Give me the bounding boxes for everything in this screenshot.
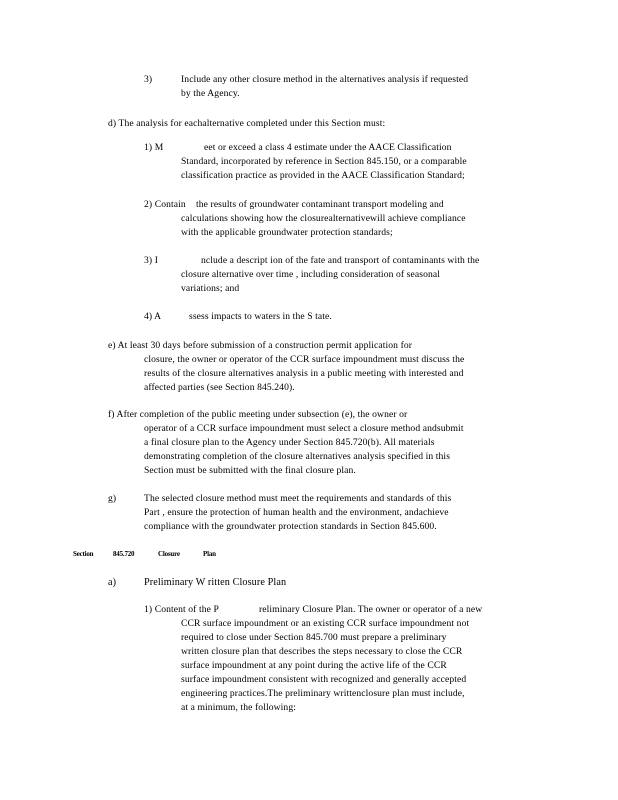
item-d1-marker: 1) M [144,142,164,153]
item-f-line-2: operator of a CCR surface impoundment must select a closure method andsubmit [144,423,464,434]
item-d4-marker: 4) A [144,311,162,322]
item-f-line-4: demonstrating completion of the closure alternatives analysis specified in this [144,451,451,462]
item-f-line-1: f) After completion of the public meeting under subsection (e), the owner or [108,409,408,420]
item-a1-line-1: CCR surface impoundment or an existing CCR surface impoundment not [181,618,470,629]
item-e-line-2: closure, the owner or operator of the CCR surface impoundment must discuss the [144,354,465,365]
section-heading-word-2: Plan [203,550,216,558]
item-a1-line-5: surface impoundment consistent with recognized and generally accepted [181,674,467,685]
item-d4-line-1: ssess impacts to waters in the S tate. [189,311,332,322]
item-d2-line-3: with the applicable groundwater protection standards; [181,227,393,238]
section-heading-label: Section [73,550,94,558]
item-3-line-1: Include any other closure method in the alternatives analysis if requested [181,74,469,85]
item-g-line-3: compliance with the groundwater protection standards in Section 845.600. [144,521,437,532]
item-d3-line-3: variations; and [181,283,240,294]
item-a1-marker: 1) Content of the P [144,604,219,615]
item-e-line-1: e) At least 30 days before submission of a construction permit application for [108,340,413,351]
item-d3-line-2: closure alternative over time , including consideration of seasonal [181,269,440,280]
item-f-line-5: Section must be submitted with the final closure plan. [144,465,356,476]
item-d1-line-3: classification practice as provided in the AACE Classification Standard; [181,170,465,181]
item-a-title: Preliminary W ritten Closure Plan [144,577,287,588]
item-d1-line-2: Standard, incorporated by reference in Section 845.150, or a comparable [181,156,467,167]
item-g-marker: g) [108,493,117,504]
item-g-line-1: The selected closure method must meet the requirements and standards of this [144,493,452,504]
item-3-marker: 3) [144,74,153,85]
item-d3-line-1: nclude a descript ion of the fate and transport of contaminants with the [201,255,480,266]
item-a1-line-3: written closure plan that describes the steps necessary to close the CCR [181,646,463,657]
item-d2-marker: 2) Contain [144,199,186,210]
item-f-line-3: a final closure plan to the Agency under Section 845.720(b). All materials [144,437,435,448]
section-heading-word-1: Closure [158,550,180,558]
item-e-line-3: results of the closure alternatives analysis in a public meeting with interested and [144,368,464,379]
section-heading-number: 845.720 [113,550,135,558]
item-d1-line-1: eet or exceed a class 4 estimate under the AACE Classification [204,142,452,153]
item-a1-line-7: at a minimum, the following: [181,702,296,713]
item-g-line-2: Part , ensure the protection of human health and the environment, andachieve [144,507,449,518]
item-a1-line-6: engineering practices.The preliminary writtenclosure plan must include, [181,688,465,699]
item-a-marker: a) [108,577,117,588]
item-a1-line-2: required to close under Section 845.700 must prepare a preliminary [181,632,447,643]
item-d2-line-1: the results of groundwater contaminant transport modeling and [196,199,444,210]
item-a1-first-rest: reliminary Closure Plan. The owner or operator of a new [259,604,483,615]
item-d-label: d) The analysis for eachalternative completed under this Section must: [108,118,386,129]
item-d3-marker: 3) I [144,255,158,266]
item-d2-line-2: calculations showing how the closurealternativewill achieve compliance [181,213,466,224]
item-e-line-4: affected parties (see Section 845.240). [144,382,295,393]
item-a1-line-4: surface impoundment at any point during the active life of the CCR [181,660,447,671]
item-3-line-2: by the Agency. [181,88,240,99]
